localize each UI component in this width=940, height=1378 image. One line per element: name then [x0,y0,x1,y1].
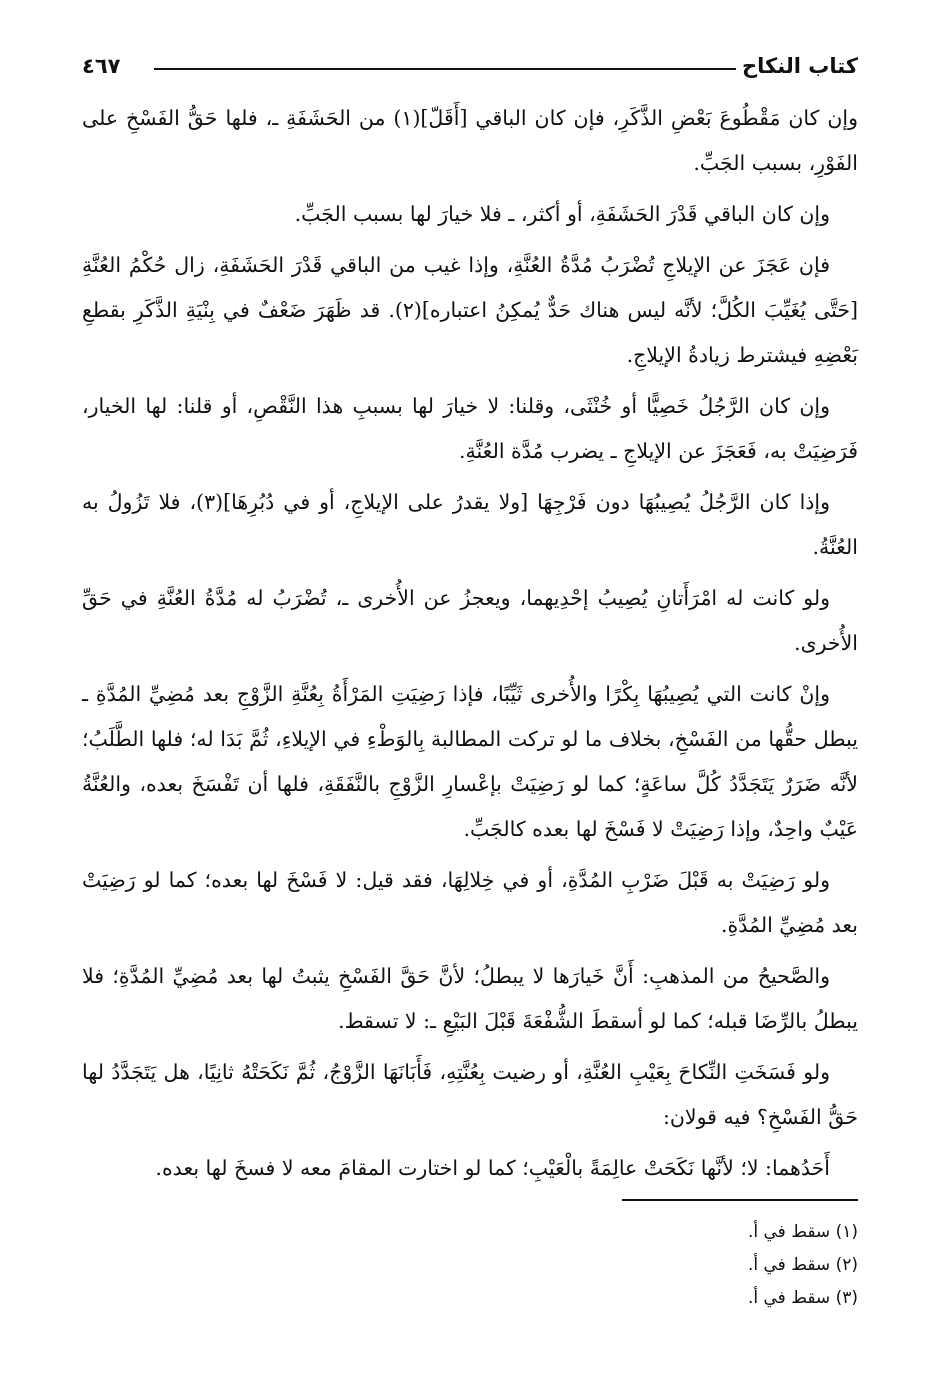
paragraph: ولو رَضِيَتْ به قَبْلَ ضَرْبِ المُدَّةِ، أو في خِلالِهَا، فقد قيل: لا فَسْخَ لها بعده؛ كما لو رَضِيَتْ بعد مُضِيِّ المُدَّةِ. [82,868,858,937]
paragraph: وإن كان الباقي قَدْرَ الحَشَفَةِ، أو أكثر، ـ فلا خيارَ لها بسبب الجَبِّ. [294,202,830,226]
paragraph: وإنْ كانت التي يُصِيبُهَا بِكْرًا والأُخرى ثَيِّبًا، فإذا رَضِيَتِ المَرْأَةُ بِعُنَّةِ الزَّوْجِ بعد مُضِيِّ المُدَّةِ ـ يبطل حقُّها من الفَسْخِ، بخلاف ما لو تركت المطالبة بِالوَطْءِ في الإيلاءِ، ثُمَّ بَدَا له؛ فلها الطَّلَبُ؛ لأنَّه ضَرَرٌ يَتَجَدَّدُ كُلَّ ساعَةٍ؛ كما لو رَضِيَتْ بإعْسارِ الزَّوْجِ بالنَّفَقَةِ، فلها أن تَفْسَخَ بعده، والعُنَّةُ عَيْبٌ واحِدٌ، وإذا رَضِيَتْ لا فَسْخَ لها بعده كالجَبِّ. [82,682,858,841]
footnote-separator [622,1199,858,1201]
footnote: (٢) سقط في أ. [747,1255,858,1275]
footnote: (١) سقط في أ. [747,1222,858,1242]
paragraph: والصَّحيحُ من المذهبِ: أَنَّ خَيارَها لا يبطلُ؛ لأنَّ حَقَّ الفَسْخِ يثبتُ لها بعد مُضِيِّ المُدَّةِ؛ فلا يبطلُ بالرِّضَا قبله؛ كما لو أسقطَ الشُّفْعَةَ قَبْلَ البَيْعِ ـ: لا تسقط. [82,964,858,1033]
paragraph: وإن كان مَقْطُوعَ بَعْضِ الذَّكَرِ، فإن كان الباقي [أَقَلّ](١) من الحَشَفَةِ ـ، فلها حَقُّ الفَسْخِ على الفَوْرِ، بسبب الجَبِّ. [82,106,858,175]
footnotes [82,1216,858,1315]
paragraph: وإن كان الرَّجُلُ خَصِيًّا أو خُنْثَى، وقلنا: لا خيارَ لها بسببِ هذا النَّقْصِ، أو قلنا: لها الخيار، فَرَضِيَتْ به، فَعَجَزَ عن الإيلاجِ ـ يضرب مُدَّة العُنَّةِ. [82,394,858,463]
chapter-title: كتاب النكاح [742,54,858,78]
header-rule [154,68,736,70]
footnote: (٣) سقط في أ. [747,1288,858,1308]
page-number: ٤٦٧ [82,54,121,78]
paragraph: ولو كانت له امْرَأَتانِ يُصِيبُ إحْدِيهما، ويعجزُ عن الأُخرى ـ، تُضْرَبُ له مُدَّةُ العُنَّةِ في حَقِّ الأُخرى. [82,586,858,655]
paragraph: ولو فَسَخَتِ النِّكاحَ بِعَيْبِ العُنَّةِ، أو رضيت بِعُنَّتِهِ، فَأَبَانَهَا الزَّوْجُ، ثُمَّ نَكَحَتْهُ ثانِيًا، هل يَتَجَدَّدُ لها حَقُّ الفَسْخِ؟ فيه قولان: [82,1060,858,1129]
paragraph: فإن عَجَزَ عن الإيلاجِ تُضْرَبُ مُدَّةُ العُنَّةِ، وإذا غيب من الباقي قَدْرَ الحَشَفَةِ، زال حُكْمُ العُنَّةِ [حَتَّى يُغَيِّبَ الكُلَّ؛ لأنَّه ليس هناك حَدٌّ يُمكِنُ اعتباره](٢). قد ظَهَرَ ضَعْفٌ في بِنْيَةِ الذَّكَرِ بقطعِ بَعْضِهِ فيشترط زيادةُ الإيلاجِ. [82,253,859,367]
main-text [82,96,858,1197]
page-header [82,50,858,86]
paragraph: وإذا كان الرَّجُلُ يُصِيبُهَا دون فَرْجِهَا [ولا يقدرُ على الإيلاجِ، أو في دُبُرِهَا](٣)، فلا تَزُولُ به العُنَّةُ. [82,490,858,559]
paragraph: أَحَدُهما: لا؛ لأنَّها نَكَحَتْ عالِمَةً بالْعَيْبِ؛ كما لو اختارت المقامَ معه لا فسخَ لها بعده. [155,1156,830,1180]
